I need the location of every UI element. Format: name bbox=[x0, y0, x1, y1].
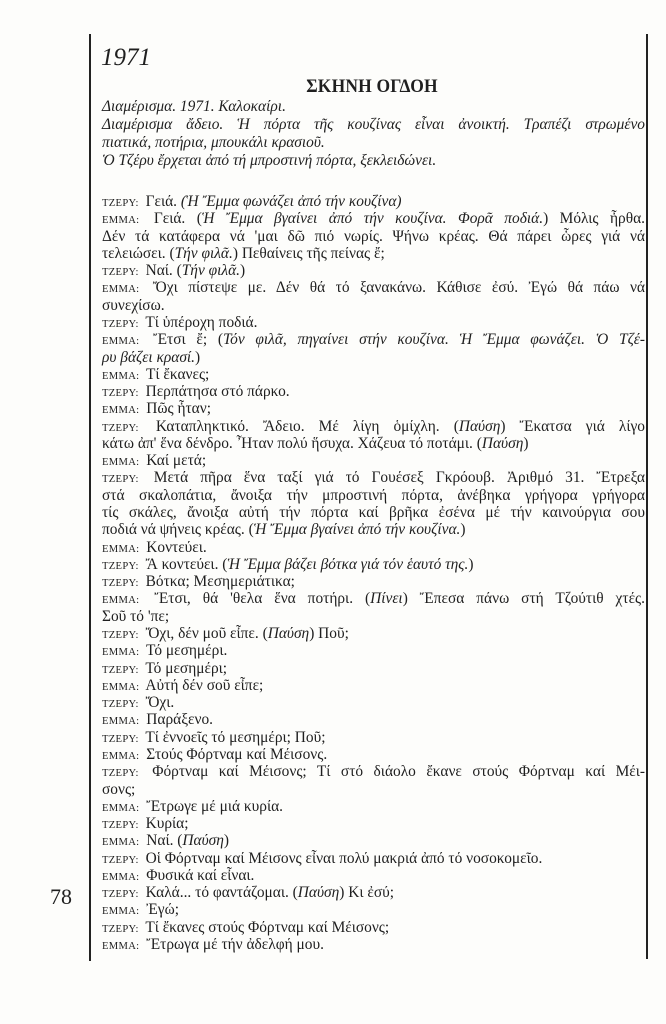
speaker-label: ΕΜΜΑ: bbox=[102, 837, 140, 849]
dialogue-text: τίς σκάλες, ἄνοιξα αὐτή τήν πόρτα καί βρῆκα ἐσένα μέ τήν καινούργια σου bbox=[102, 504, 645, 522]
speaker-label: ΤΖΕΡΥ: bbox=[102, 889, 139, 901]
dialogue-line bbox=[102, 297, 645, 314]
dialogue-text: Οἱ Φόρτναμ καί Μέισονς εἶναι πολύ μακριά ἀπό τό νοσοκομεῖο. bbox=[145, 849, 543, 867]
running-header-year: 1971 bbox=[101, 44, 151, 71]
dialogue-text: Καταπληκτικό. Ἄδειο. Μέ λίγη ὁμίχλη. ( bbox=[155, 417, 459, 435]
dialogue-text: Καλά... τό φαντάζομαι. ( bbox=[145, 884, 298, 902]
dialogue-line bbox=[102, 608, 645, 625]
dialogue-text: Παράξενο. bbox=[146, 711, 214, 729]
dialogue-text: Ἔτσι ἔ; ( bbox=[153, 331, 223, 349]
speaker-label: ΕΜΜΑ: bbox=[102, 543, 140, 555]
dialogue-line bbox=[102, 521, 645, 538]
opening-stage-direction-line bbox=[102, 98, 645, 116]
dialogue-text: Τό μεσημέρι. bbox=[145, 642, 228, 660]
speaker-label: ΕΜΜΑ: bbox=[102, 750, 140, 762]
dialogue-text: Καί μετά; bbox=[146, 452, 207, 470]
stage-direction-text: Τήν φιλᾶ. bbox=[181, 262, 241, 280]
speaker-label: ΤΖΕΡΥ: bbox=[102, 267, 139, 279]
dialogue-text: Ἐγώ; bbox=[146, 901, 179, 919]
dialogue-text: ) bbox=[223, 832, 230, 850]
page-number: 78 bbox=[50, 884, 72, 909]
dialogue-line bbox=[102, 228, 645, 245]
dialogue-text: τελειώσει. ( bbox=[102, 244, 175, 262]
opening-stage-direction-line bbox=[102, 134, 645, 152]
speaker-label: ΤΖΕΡΥ: bbox=[102, 854, 139, 866]
dialogue-text: Περπάτησα στό πάρκο. bbox=[145, 383, 290, 401]
speaker-label: ΕΜΜΑ: bbox=[102, 941, 140, 953]
speaker-label: ΤΖΕΡΥ: bbox=[102, 560, 139, 572]
dialogue-text: ) bbox=[240, 262, 246, 280]
dialogue-text: Γειά. ( bbox=[153, 210, 202, 228]
speaker-label: ΤΖΕΡΥ: bbox=[102, 733, 139, 745]
dialogue-text: ) bbox=[460, 521, 466, 539]
dialogue-text: σονς; bbox=[102, 780, 136, 798]
dialogue-text: Σοῦ τό 'πε; bbox=[102, 607, 170, 625]
speaker-label: ΤΖΕΡΥ: bbox=[102, 422, 139, 434]
dialogue-line bbox=[102, 781, 645, 798]
speaker-label: ΕΜΜΑ: bbox=[102, 681, 140, 693]
stage-direction-text: ρυ βάζει κρασί. bbox=[102, 348, 196, 366]
speaker-label: ΤΖΕΡΥ: bbox=[102, 923, 139, 935]
dialogue-line bbox=[102, 245, 645, 262]
dialogue-text: Κοντεύει. bbox=[146, 538, 207, 556]
dialogue-text: Ἔτρωγε μέ μιά κυρία. bbox=[146, 797, 284, 815]
dialogue-text: ) Κι ἐσύ; bbox=[339, 884, 395, 902]
opening-stage-direction-line bbox=[102, 152, 645, 170]
dialogue-text: Πῶς ἦταν; bbox=[146, 400, 211, 418]
speaker-label: ΤΖΕΡΥ: bbox=[102, 388, 139, 400]
stage-direction-text: Τόν φιλᾶ, πηγαίνει στήν κουζίνα. Ἡ Ἔμμα φωνάζει. Ὁ Τζέ- bbox=[222, 331, 645, 349]
dialogue-text: Ναί. ( bbox=[145, 262, 182, 280]
stage-direction-text: Ἡ Ἔμμα βγαίνει ἀπό τήν κουζίνα. bbox=[253, 521, 461, 539]
stage-direction-text: Διαμέρισμα. 1971. Καλοκαίρι. bbox=[102, 98, 286, 115]
stage-direction-text: Παύση bbox=[481, 434, 524, 452]
stage-direction-text: Τήν φιλᾶ. bbox=[174, 244, 233, 262]
stage-direction-text: Ἡ Ἔμμα βγαίνει ἀπό τήν κουζίνα. Φορᾶ ποδιά. bbox=[201, 210, 544, 228]
dialogue-text: κάτω ἀπ' ἕνα δένδρο. Ἦταν πολύ ἥσυχα. Χάζευα τό ποτάμι. ( bbox=[102, 434, 482, 452]
dialogue-text: συνεχίσω. bbox=[102, 296, 165, 314]
speaker-label: ΕΜΜΑ: bbox=[102, 405, 140, 417]
dialogue-text: Στούς Φόρτναμ καί Μέισονς. bbox=[146, 745, 328, 763]
dialogue-text: Φυσικά καί εἶναι. bbox=[146, 866, 255, 884]
dialogue-text: Κυρία; bbox=[145, 815, 189, 833]
stage-direction-text: Παύση bbox=[182, 832, 224, 850]
stage-direction-text: Παύση bbox=[458, 417, 501, 435]
dialogue-text: ) bbox=[195, 348, 201, 366]
speaker-label: ΤΖΕΡΥ: bbox=[102, 578, 139, 590]
dialogue-text: ) bbox=[523, 434, 529, 452]
stage-direction-text: Ἡ Ἔμμα βάζει βότκα γιά τόν ἑαυτό της. bbox=[227, 555, 469, 573]
stage-direction-text: Διαμέρισμα ἄδειο. Ἡ πόρτα τῆς κουζίνας εἶναι ἀνοικτή. Τραπέζι στρωμένο bbox=[102, 116, 645, 133]
speaker-label: ΤΖΕΡΥ: bbox=[102, 699, 139, 711]
stage-direction-text: πιατικά, ποτήρια, μπουκάλι κρασιοῦ. bbox=[102, 134, 325, 151]
speaker-label: ΕΜΜΑ: bbox=[102, 370, 140, 382]
speaker-label: ΤΖΕΡΥ: bbox=[102, 198, 139, 209]
dialogue-text: Ὄχι. bbox=[145, 694, 175, 712]
dialogue-text: Μετά πῆρα ἕνα ταξί γιά τό Γουέσεξ Γκρόουβ. Ἀριθμό 31. Ἔτρεξα bbox=[153, 469, 645, 487]
stage-direction-text: Ὁ Τζέρυ ἔρχεται ἀπό τή μπροστινή πόρτα, ξεκλειδώνει. bbox=[102, 152, 437, 169]
dialogue-text: Ἔτσι, θά 'θελα ἕνα ποτήρι. ( bbox=[154, 590, 371, 608]
dialogue-text: ) Μόλις ἦρθα. bbox=[543, 210, 645, 228]
dialogue-text: Αὐτή δέν σοῦ εἶπε; bbox=[145, 676, 264, 694]
dialogue-text: Τί ἐννοεῖς τό μεσημέρι; Ποῦ; bbox=[145, 728, 326, 746]
speaker-label: ΕΜΜΑ: bbox=[102, 716, 140, 728]
dialogue-text: Τί ἔκανες στούς Φόρτναμ καί Μέισονς; bbox=[145, 918, 390, 936]
dialogue-text: Τί ἔκανες; bbox=[145, 365, 210, 383]
speaker-label: ΤΖΕΡΥ: bbox=[102, 318, 139, 330]
dialogue-line bbox=[102, 349, 645, 366]
dialogue-text: ποδιά νά ψήνεις κρέας. ( bbox=[102, 521, 254, 539]
dialogue-line bbox=[102, 936, 645, 955]
dialogue-text: Βότκα; Μεσημεριάτικα; bbox=[145, 573, 295, 591]
speaker-label: ΕΜΜΑ: bbox=[102, 457, 140, 469]
dialogue-text: Ὄχι πίστεψε με. Δέν θά τό ξανακάνω. Κάθισε ἐσύ. Ἐγώ θά πάω νά bbox=[152, 279, 645, 297]
dialogue-text: ) Ἔκατσα γιά λίγο bbox=[500, 417, 645, 435]
dialogue-text: Τί ὑπέροχη ποδιά. bbox=[145, 313, 258, 331]
right-margin-rule bbox=[646, 34, 648, 959]
speaker-label: ΕΜΜΑ: bbox=[102, 871, 140, 883]
dialogue-text: Ναί. ( bbox=[146, 832, 183, 850]
dialogue-text: ) Πεθαίνεις τῆς πείνας ἔ; bbox=[232, 244, 385, 262]
dialogue-text: Γειά. bbox=[145, 193, 181, 210]
dialogue-text: Δέν τά κατάφερα νά 'μαι δῶ πιό νωρίς. Ψήνω κρέας. Θά πάρει ὧρες γιά νά bbox=[102, 227, 645, 245]
left-margin-rule bbox=[89, 34, 91, 961]
stage-direction-text: (Ἡ Ἔμμα φωνάζει ἀπό τήν κουζίνα) bbox=[180, 193, 402, 210]
speaker-label: ΕΜΜΑ: bbox=[102, 215, 140, 227]
speaker-label: ΤΖΕΡΥ: bbox=[102, 820, 139, 832]
dialogue-text: ) Ἔπεσα πάνω στή Τζούτιθ χτές. bbox=[402, 590, 645, 608]
dialogue-text: Ὄχι, δέν μοῦ εἶπε. ( bbox=[145, 625, 268, 642]
stage-direction-text: Πίνει bbox=[370, 590, 403, 608]
stage-direction-text: Παύση bbox=[297, 884, 340, 902]
opening-stage-direction-line bbox=[102, 116, 645, 134]
speaker-label: ΤΖΕΡΥ: bbox=[102, 630, 139, 641]
speaker-label: ΤΖΕΡΥ: bbox=[102, 664, 139, 676]
speaker-label: ΕΜΜΑ: bbox=[102, 284, 140, 296]
dialogue-text: στά σκαλοπάτια, ἄνοιξα τήν μπροστινή πόρτα, ἀνέβηκα γρήγορα γρήγορα bbox=[102, 486, 645, 504]
dialogue-text: Ἔτρωγα μέ τήν ἀδελφή μου. bbox=[146, 936, 324, 954]
speaker-label: ΕΜΜΑ: bbox=[102, 906, 140, 918]
speaker-label: ΕΜΜΑ: bbox=[102, 595, 140, 607]
speaker-label: ΕΜΜΑ: bbox=[102, 336, 140, 348]
dialogue-text: ) Ποῦ; bbox=[309, 625, 349, 642]
stage-direction-text: Παύση bbox=[267, 625, 310, 642]
dialogue-text: Τό μεσημέρι; bbox=[145, 659, 228, 677]
speaker-label: ΤΖΕΡΥ: bbox=[102, 768, 139, 780]
dialogue-line bbox=[102, 435, 645, 452]
dialogue-line bbox=[102, 487, 645, 504]
dialogue-text: Ἄ κοντεύει. ( bbox=[145, 555, 228, 573]
speaker-label: ΕΜΜΑ: bbox=[102, 802, 140, 814]
dialogue-text: Φόρτναμ καί Μέισονς; Τί στό διάολο ἔκανε στούς Φόρτναμ καί Μέι- bbox=[152, 763, 645, 781]
scene-title: ΣΚΗΝΗ ΟΓΔΟΗ bbox=[306, 76, 438, 97]
speaker-label: ΤΖΕΡΥ: bbox=[102, 474, 139, 486]
speaker-label: ΕΜΜΑ: bbox=[102, 647, 140, 659]
dialogue-text: ) bbox=[468, 555, 474, 573]
dialogue-line bbox=[102, 504, 645, 521]
